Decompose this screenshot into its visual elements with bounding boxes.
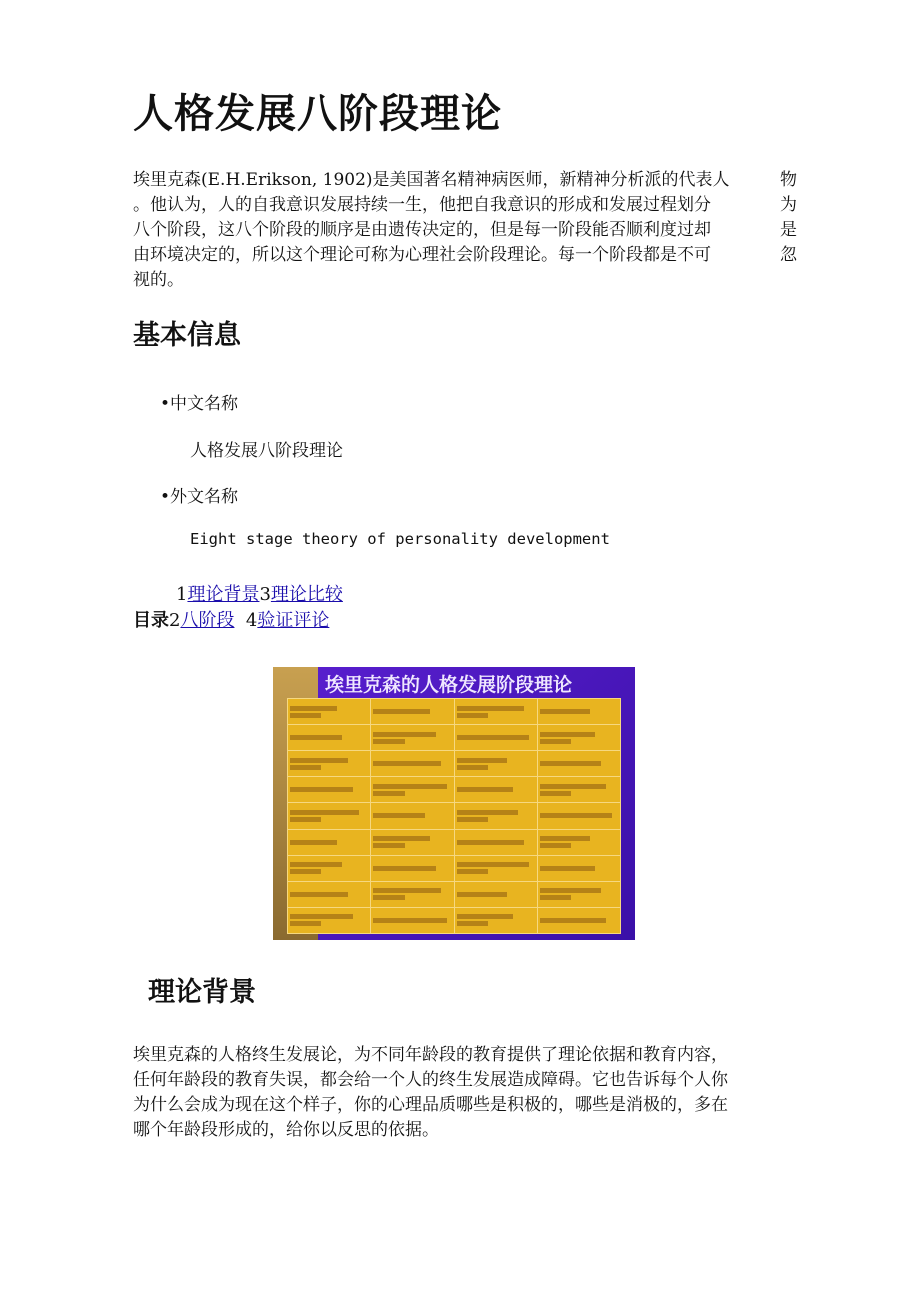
erikson-stages-image <box>273 667 635 940</box>
blurred-text <box>540 761 601 766</box>
blurred-text <box>540 732 596 737</box>
image-table-cell <box>454 829 537 855</box>
image-table-row <box>288 751 621 777</box>
image-table-cell <box>288 699 371 725</box>
blurred-text <box>373 739 404 744</box>
line-text: 埃里克森(E.H.Erikson, 1902)是美国著名精神病医师，新精神分析派的代表人 <box>133 170 730 190</box>
image-table <box>287 698 621 934</box>
image-table-cell <box>288 751 371 777</box>
blurred-text <box>373 895 404 900</box>
toc-num: 3 <box>259 584 271 605</box>
toc-num: 2 <box>169 610 181 631</box>
blurred-text <box>457 914 513 919</box>
blurred-text <box>290 735 342 740</box>
image-table-cell <box>537 777 620 803</box>
image-table-cell <box>537 907 620 933</box>
blurred-text <box>540 918 607 923</box>
toc-label: 目录 <box>133 610 169 631</box>
image-table-cell <box>537 855 620 881</box>
section-heading-background: 理论背景 <box>148 977 256 1008</box>
blurred-text <box>457 706 524 711</box>
para-line: 哪个年龄段形成的，给你以反思的依据。 <box>133 1120 439 1140</box>
image-table-cell <box>288 829 371 855</box>
blurred-text <box>373 791 404 796</box>
blurred-text <box>540 895 571 900</box>
blurred-text <box>540 888 601 893</box>
image-table-cell <box>537 699 620 725</box>
blurred-text <box>457 765 488 770</box>
blurred-text <box>373 732 436 737</box>
blurred-text <box>290 713 321 718</box>
blurred-text <box>373 918 447 923</box>
page-title: 人格发展八阶段理论 <box>133 91 502 137</box>
intro-line <box>133 243 797 268</box>
blurred-text <box>373 843 404 848</box>
line-text: 。他认为，人的自我意识发展持续一生，他把自我意识的形成和发展过程划分 <box>133 195 711 215</box>
para-line: 埃里克森的人格终生发展论，为不同年龄段的教育提供了理论依据和教育内容， <box>133 1045 728 1065</box>
blurred-text <box>457 758 508 763</box>
image-table-row <box>288 855 621 881</box>
toc-link-comparison[interactable]: 理论比较 <box>270 584 343 605</box>
blurred-text <box>540 866 596 871</box>
line-tail: 是 <box>780 220 797 240</box>
image-table-cell <box>371 751 454 777</box>
image-table-cell <box>288 881 371 907</box>
blurred-text <box>457 862 530 867</box>
blurred-text <box>290 921 321 926</box>
line-text: 视的。 <box>133 270 184 290</box>
image-table-row <box>288 803 621 829</box>
blurred-text <box>457 713 488 718</box>
field-value-foreign-name: Eight stage theory of personality development <box>190 530 610 548</box>
image-table-cell <box>537 881 620 907</box>
line-tail: 为 <box>780 195 797 215</box>
field-label-chinese-name: •中文名称 <box>160 394 239 414</box>
image-table-cell <box>537 829 620 855</box>
blurred-text <box>540 836 590 841</box>
image-table-cell <box>371 777 454 803</box>
blurred-text <box>373 813 425 818</box>
blurred-text <box>540 813 612 818</box>
image-table-cell <box>371 855 454 881</box>
image-table-cell <box>371 725 454 751</box>
image-table-cell <box>454 881 537 907</box>
line-text: 八个阶段，这八个阶段的顺序是由遗传决定的，但是每一阶段能否顺利度过却 <box>133 220 711 240</box>
image-table-row <box>288 777 621 803</box>
image-table-cell <box>371 803 454 829</box>
image-table-cell <box>371 907 454 933</box>
image-table-cell <box>454 699 537 725</box>
image-table-cell <box>288 725 371 751</box>
image-table-cell <box>288 907 371 933</box>
image-table-row <box>288 907 621 933</box>
blurred-text <box>540 791 571 796</box>
toc-row-2 <box>133 606 329 632</box>
blurred-text <box>540 843 571 848</box>
image-table-cell <box>537 725 620 751</box>
image-table-cell <box>371 829 454 855</box>
image-table-row <box>288 881 621 907</box>
blurred-text <box>290 892 348 897</box>
line-text: 由环境决定的，所以这个理论可称为心理社会阶段理论。每一个阶段都是不可 <box>133 245 711 265</box>
image-title: 埃里克森的人格发展阶段理论 <box>325 674 573 696</box>
blurred-text <box>290 840 337 845</box>
blurred-text <box>290 862 342 867</box>
image-table-cell <box>537 803 620 829</box>
intro-line <box>133 193 797 218</box>
toc-num: 4 <box>245 610 258 631</box>
blurred-text <box>290 765 321 770</box>
blurred-text <box>540 784 607 789</box>
blurred-text <box>290 817 321 822</box>
blurred-text <box>457 840 524 845</box>
para-line: 为什么会成为现在这个样子，你的心理品质哪些是积极的，哪些是消极的，多在 <box>133 1095 728 1115</box>
intro-line <box>133 218 797 243</box>
toc-link-background[interactable]: 理论背景 <box>187 584 260 605</box>
blurred-text <box>290 787 353 792</box>
blurred-text <box>290 706 337 711</box>
toc-link-eight-stages[interactable]: 八阶段 <box>180 610 235 631</box>
blurred-text <box>457 869 488 874</box>
toc-num: 1 <box>176 584 188 605</box>
image-table-cell <box>454 803 537 829</box>
image-table-cell <box>454 907 537 933</box>
line-tail: 忽 <box>780 245 797 265</box>
blurred-text <box>373 709 430 714</box>
blurred-text <box>290 869 321 874</box>
image-table-row <box>288 829 621 855</box>
intro-line <box>133 268 797 293</box>
blurred-text <box>290 758 348 763</box>
blurred-text <box>457 817 488 822</box>
blurred-text <box>373 866 436 871</box>
blurred-text <box>373 836 430 841</box>
image-table-row <box>288 725 621 751</box>
intro-line <box>133 168 797 193</box>
blurred-text <box>540 709 590 714</box>
para-line: 任何年龄段的教育失误，都会给一个人的终生发展造成障碍。它也告诉每个人你 <box>133 1070 728 1090</box>
blurred-text <box>457 735 530 740</box>
image-table-cell <box>371 699 454 725</box>
blurred-text <box>457 810 519 815</box>
blurred-text <box>290 914 353 919</box>
image-table-cell <box>454 777 537 803</box>
blurred-text <box>290 810 359 815</box>
image-table-cell <box>288 855 371 881</box>
blurred-text <box>373 888 441 893</box>
toc-link-review[interactable]: 验证评论 <box>257 610 330 631</box>
image-table-cell <box>454 855 537 881</box>
image-table-cell <box>371 881 454 907</box>
field-value-chinese-name: 人格发展八阶段理论 <box>190 441 343 461</box>
image-table-cell <box>454 725 537 751</box>
blurred-text <box>457 787 513 792</box>
image-table-row <box>288 699 621 725</box>
image-table-cell <box>288 777 371 803</box>
blurred-text <box>373 784 447 789</box>
field-label-foreign-name: •外文名称 <box>160 487 239 507</box>
toc-row-1 <box>176 580 343 606</box>
blurred-text <box>457 921 488 926</box>
image-table-cell <box>454 751 537 777</box>
blurred-text <box>457 892 508 897</box>
blurred-text <box>373 761 441 766</box>
line-tail: 物 <box>780 170 797 190</box>
basic-info-heading: 基本信息 <box>133 320 241 351</box>
blurred-text <box>540 739 571 744</box>
image-table-cell <box>537 751 620 777</box>
image-table-cell <box>288 803 371 829</box>
